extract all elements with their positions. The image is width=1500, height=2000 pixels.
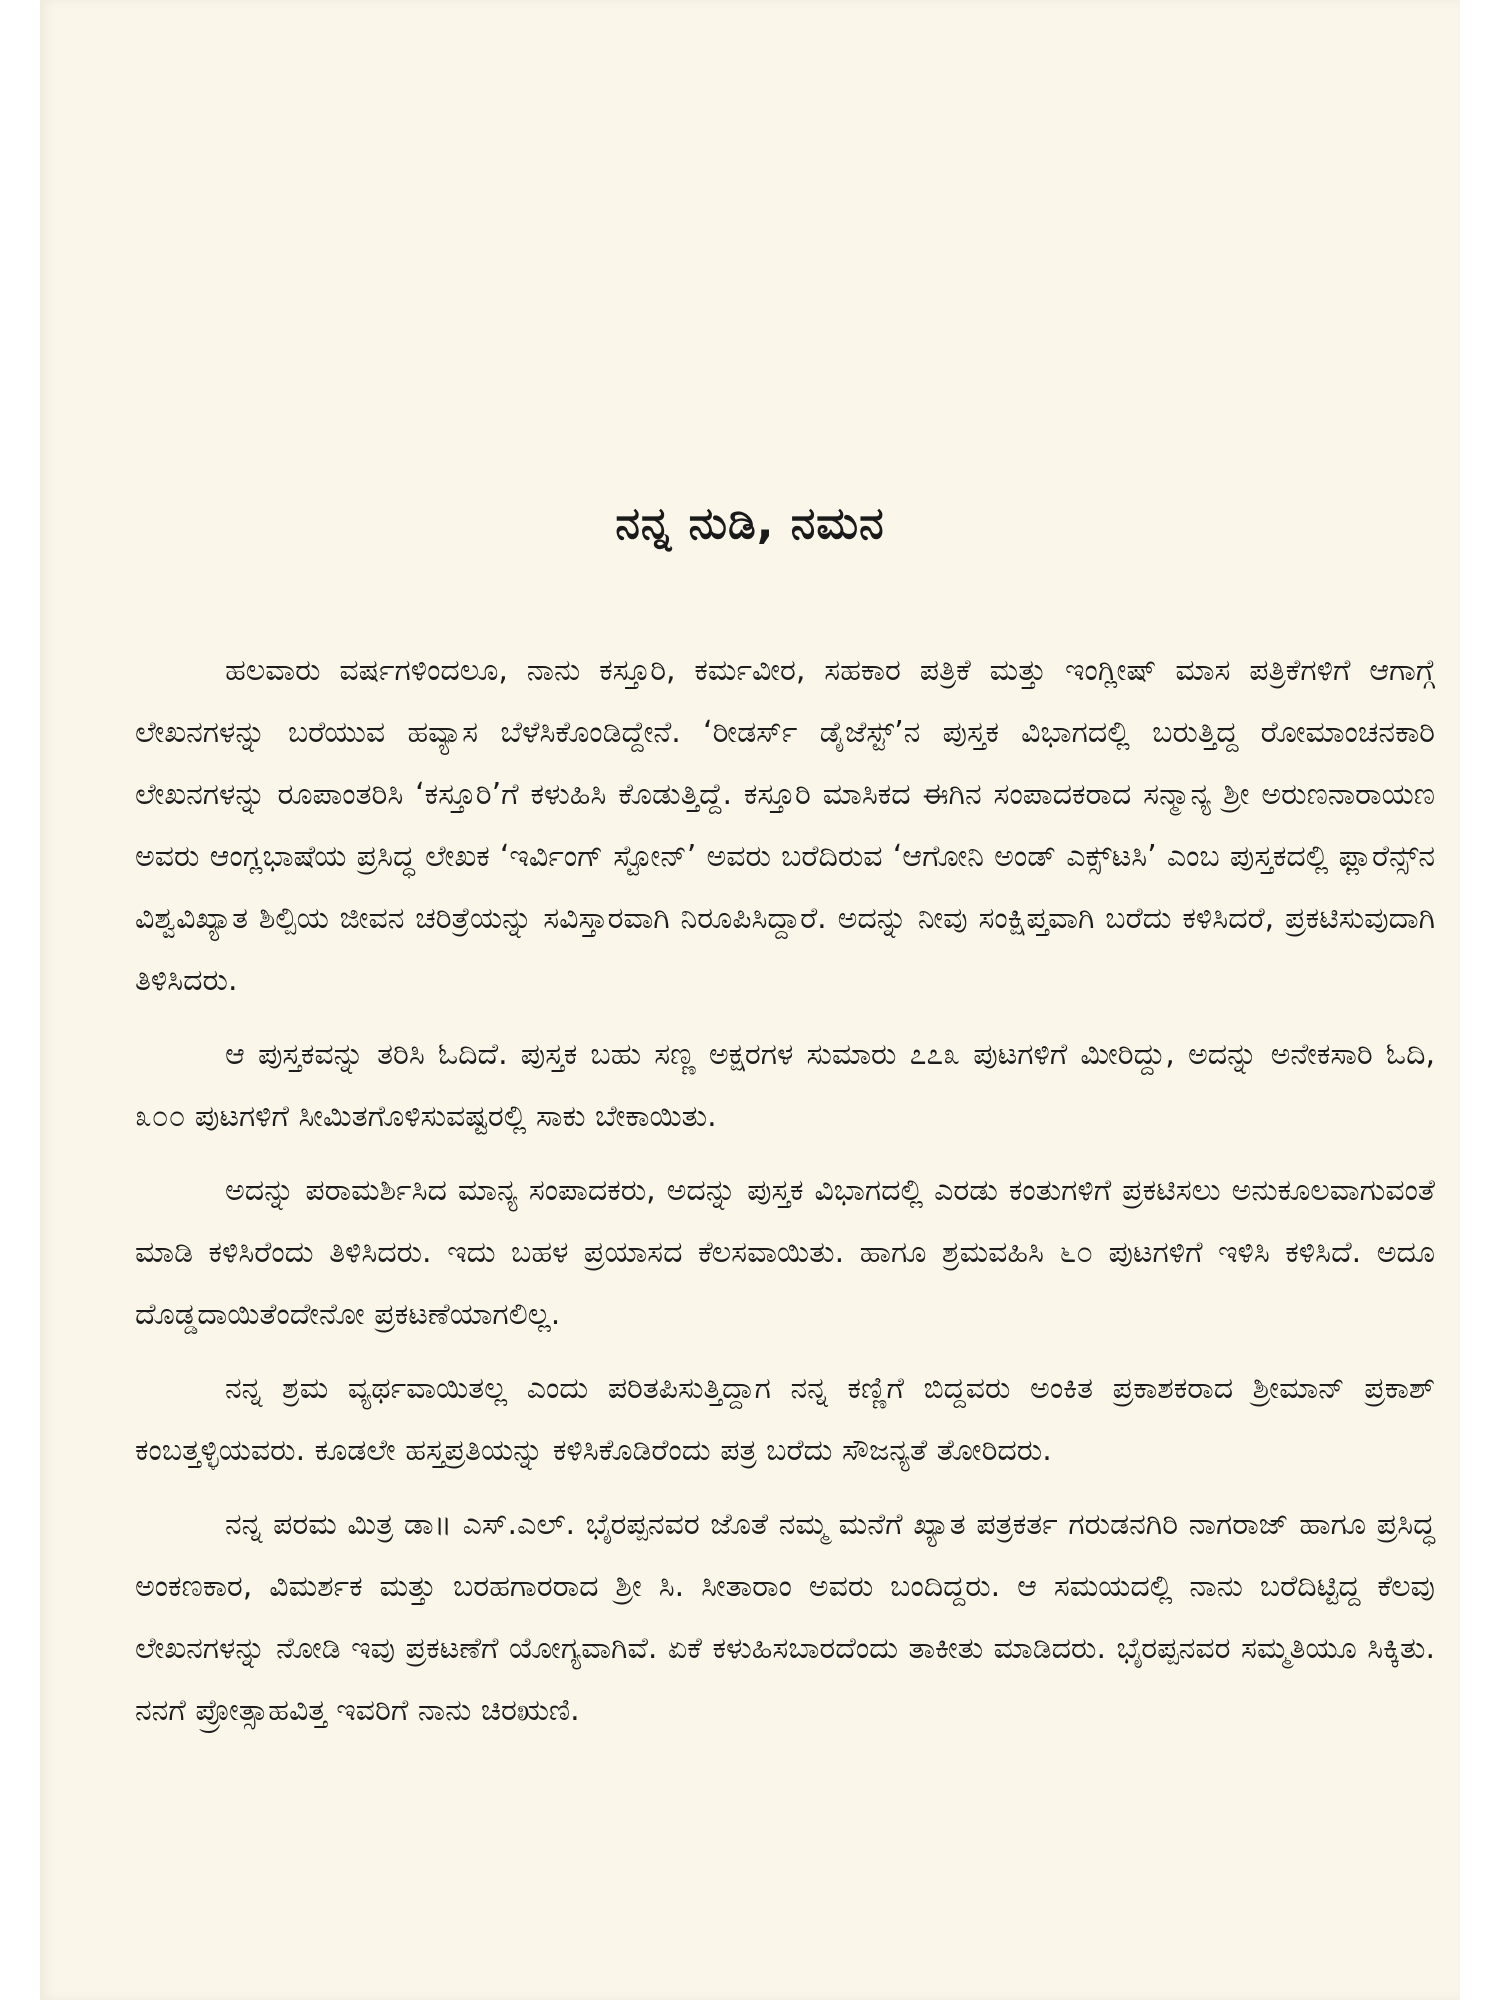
book-page	[40, 0, 1460, 2000]
page-title: ನನ್ನ ನುಡಿ, ನಮನ	[615, 498, 885, 549]
paragraph-4: ನನ್ನ ಶ್ರಮ ವ್ಯರ್ಥವಾಯಿತಲ್ಲ ಎಂದು ಪರಿತಪಿಸುತ್ತಿದ್ದಾಗ ನನ್ನ ಕಣ್ಣಿಗೆ ಬಿದ್ದವರು ಅಂಕಿತ ಪ್ರಕಾಶಕರಾದ ಶ್ರೀಮಾನ್ ಪ್ರಕಾಶ್ ಕಂಬತ್ತಳ್ಳಿಯವರು. ಕೂಡಲೇ ಹಸ್ತಪ್ರತಿಯನ್ನು ಕಳಿಸಿಕೊಡಿರೆಂದು ಪತ್ರ ಬರೆದು ಸೌಜನ್ಯತೆ ತೋರಿದರು.	[135, 1371, 1435, 1468]
paragraph-2: ಆ ಪುಸ್ತಕವನ್ನು ತರಿಸಿ ಓದಿದೆ. ಪುಸ್ತಕ ಬಹು ಸಣ್ಣ ಅಕ್ಷರಗಳ ಸುಮಾರು ೭೭೩ ಪುಟಗಳಿಗೆ ಮೀರಿದ್ದು, ಅದನ್ನು ಅನೇಕಸಾರಿ ಓದಿ, ೩೦೦ ಪುಟಗಳಿಗೆ ಸೀಮಿತಗೊಳಿಸುವಷ್ಟರಲ್ಲಿ ಸಾಕು ಬೇಕಾಯಿತು.	[135, 1037, 1435, 1134]
paragraph-5: ನನ್ನ ಪರಮ ಮಿತ್ರ ಡಾ॥ ಎಸ್.ಎಲ್. ಭೈರಪ್ಪನವರ ಜೊತೆ ನಮ್ಮ ಮನೆಗೆ ಖ್ಯಾತ ಪತ್ರಕರ್ತ ಗರುಡನಗಿರಿ ನಾಗರಾಜ್ ಹಾಗೂ ಪ್ರಸಿದ್ಧ ಅಂಕಣಕಾರ, ವಿಮರ್ಶಕ ಮತ್ತು ಬರಹಗಾರರಾದ ಶ್ರೀ ಸಿ. ಸೀತಾರಾಂ ಅವರು ಬಂದಿದ್ದರು. ಆ ಸಮಯದಲ್ಲಿ ನಾನು ಬರೆದಿಟ್ಟಿದ್ದ ಕೆಲವು ಲೇಖನಗಳನ್ನು ನೋಡಿ ಇವು ಪ್ರಕಟಣೆಗೆ ಯೋಗ್ಯವಾಗಿವೆ. ಏಕೆ ಕಳುಹಿಸಬಾರದೆಂದು ತಾಕೀತು ಮಾಡಿದರು. ಭೈರಪ್ಪನವರ ಸಮ್ಮತಿಯೂ ಸಿಕ್ಕಿತು. ನನಗೆ ಪ್ರೋತ್ಸಾಹವಿತ್ತ ಇವರಿಗೆ ನಾನು ಚಿರಋಣಿ.	[135, 1507, 1435, 1728]
body-text	[135, 640, 1435, 1754]
paragraph-3: ಅದನ್ನು ಪರಾಮರ್ಶಿಸಿದ ಮಾನ್ಯ ಸಂಪಾದಕರು, ಅದನ್ನು ಪುಸ್ತಕ ವಿಭಾಗದಲ್ಲಿ ಎರಡು ಕಂತುಗಳಿಗೆ ಪ್ರಕಟಿಸಲು ಅನುಕೂಲವಾಗುವಂತೆ ಮಾಡಿ ಕಳಿಸಿರೆಂದು ತಿಳಿಸಿದರು. ಇದು ಬಹಳ ಪ್ರಯಾಸದ ಕೆಲಸವಾಯಿತು. ಹಾಗೂ ಶ್ರಮವಹಿಸಿ ೬೦ ಪುಟಗಳಿಗೆ ಇಳಿಸಿ ಕಳಿಸಿದೆ. ಅದೂ ದೊಡ್ಡದಾಯಿತೆಂದೇನೋ ಪ್ರಕಟಣೆಯಾಗಲಿಲ್ಲ.	[135, 1173, 1435, 1332]
paragraph-1: ಹಲವಾರು ವರ್ಷಗಳಿಂದಲೂ, ನಾನು ಕಸ್ತೂರಿ, ಕರ್ಮವೀರ, ಸಹಕಾರ ಪತ್ರಿಕೆ ಮತ್ತು ಇಂಗ್ಲೀಷ್ ಮಾಸ ಪತ್ರಿಕೆಗಳಿಗೆ ಆಗಾಗ್ಗೆ ಲೇಖನಗಳನ್ನು ಬರೆಯುವ ಹವ್ಯಾಸ ಬೆಳೆಸಿಕೊಂಡಿದ್ದೇನೆ. ‘ರೀಡರ್ಸ್ ಡೈಜೆಸ್ಟ್’ನ ಪುಸ್ತಕ ವಿಭಾಗದಲ್ಲಿ ಬರುತ್ತಿದ್ದ ರೋಮಾಂಚನಕಾರಿ ಲೇಖನಗಳನ್ನು ರೂಪಾಂತರಿಸಿ ‘ಕಸ್ತೂರಿ’ಗೆ ಕಳುಹಿಸಿ ಕೊಡುತ್ತಿದ್ದೆ. ಕಸ್ತೂರಿ ಮಾಸಿಕದ ಈಗಿನ ಸಂಪಾದಕರಾದ ಸನ್ಮಾನ್ಯ ಶ್ರೀ ಅರುಣನಾರಾಯಣ ಅವರು ಆಂಗ್ಲಭಾಷೆಯ ಪ್ರಸಿದ್ಧ ಲೇಖಕ ‘ಇರ್ವಿಂಗ್ ಸ್ಟೋನ್’ ಅವರು ಬರೆದಿರುವ ‘ಆಗೋನಿ ಅಂಡ್ ಎಕ್ಸ್‌ಟಸಿ’ ಎಂಬ ಪುಸ್ತಕದಲ್ಲಿ ಫ್ಲಾರೆನ್ಸ್‌ನ ವಿಶ್ವವಿಖ್ಯಾತ ಶಿಲ್ಪಿಯ ಜೀವನ ಚರಿತ್ರೆಯನ್ನು ಸವಿಸ್ತಾರವಾಗಿ ನಿರೂಪಿಸಿದ್ದಾರೆ. ಅದನ್ನು ನೀವು ಸಂಕ್ಷಿಪ್ತವಾಗಿ ಬರೆದು ಕಳಿಸಿದರೆ, ಪ್ರಕಟಿಸುವುದಾಗಿ ತಿಳಿಸಿದರು.	[135, 653, 1435, 998]
